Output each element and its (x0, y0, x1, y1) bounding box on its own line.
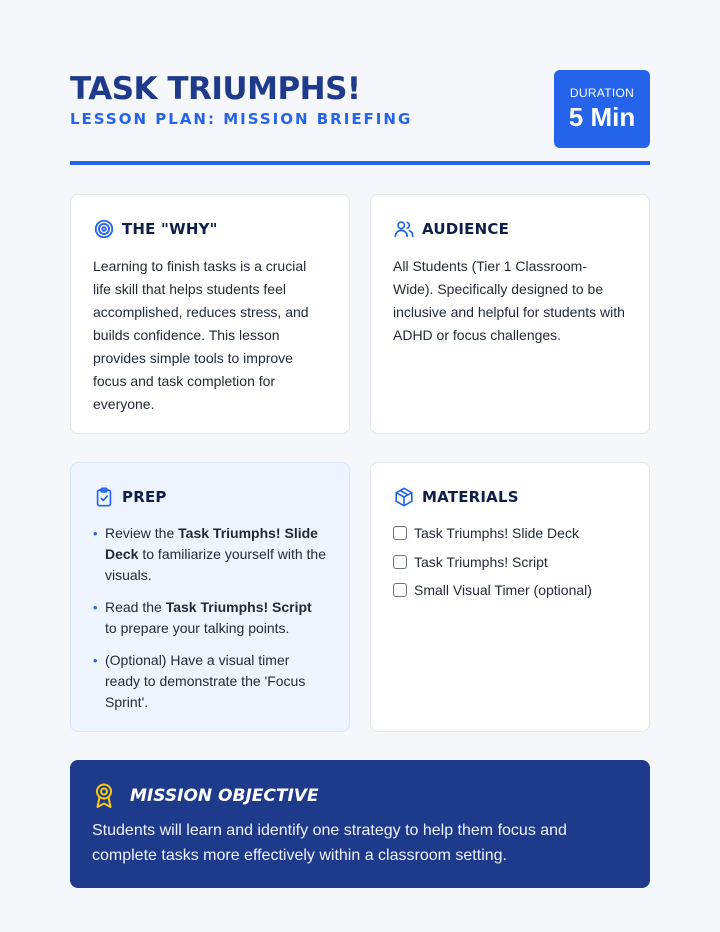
header (70, 70, 650, 150)
mission-objective-panel (70, 760, 650, 888)
duration-value: 5 Min (568, 102, 636, 132)
why-title: THE "WHY" (122, 220, 218, 238)
target-icon (93, 218, 115, 240)
checklist-item[interactable] (393, 523, 627, 543)
list-item: • Read the Task Triumphs! Script to prepare your talking points. (93, 597, 327, 639)
list-item: • (Optional) Have a visual timer ready to demonstrate the 'Focus Sprint'. (93, 650, 327, 713)
audience-title: AUDIENCE (422, 220, 510, 238)
prep-list (93, 523, 327, 713)
list-item: • Review the Task Triumphs! Slide Deck to familiarize yourself with the visuals. (93, 523, 327, 586)
checkbox[interactable] (393, 526, 407, 540)
checkbox[interactable] (393, 583, 407, 597)
prep-title: PREP (122, 488, 167, 506)
duration-label: DURATION (569, 86, 635, 100)
award-icon (92, 782, 118, 810)
checklist-label: Task Triumphs! Slide Deck (414, 525, 579, 541)
mission-title: MISSION OBJECTIVE (130, 786, 319, 806)
materials-title: MATERIALS (422, 488, 519, 506)
materials-checklist (393, 523, 627, 600)
duration-badge (554, 70, 650, 148)
checklist-label: Task Triumphs! Script (414, 553, 548, 570)
audience-body: All Students (Tier 1 Classroom-Wide). Specifically designed to be inclusive and helpful for students with ADHD or focus challenges. (393, 258, 625, 343)
mission-body: Students will learn and identify one strategy to help them focus and complete tasks more effectively within a classroom setting. (92, 822, 567, 864)
audience-card (370, 194, 650, 434)
box-icon (393, 486, 415, 508)
checkbox[interactable] (393, 555, 407, 569)
checklist-label: Small Visual Timer (optional) (414, 582, 592, 598)
prep-card (70, 462, 350, 732)
why-card (70, 194, 350, 434)
checklist-item[interactable] (393, 580, 627, 600)
clipboard-check-icon (93, 486, 115, 508)
why-body: Learning to finish tasks is a crucial life skill that helps students feel accomplished, reduces stress, and builds confidence. This lesson provides simple tools to improve focus and task completion for everyone. (93, 258, 309, 412)
users-icon (393, 218, 415, 240)
checklist-item[interactable] (393, 552, 627, 572)
page-title: TASK TRIUMPHS! (70, 71, 361, 107)
materials-card (370, 462, 650, 732)
header-divider (70, 161, 650, 165)
page-subtitle: LESSON PLAN: MISSION BRIEFING (70, 110, 413, 128)
